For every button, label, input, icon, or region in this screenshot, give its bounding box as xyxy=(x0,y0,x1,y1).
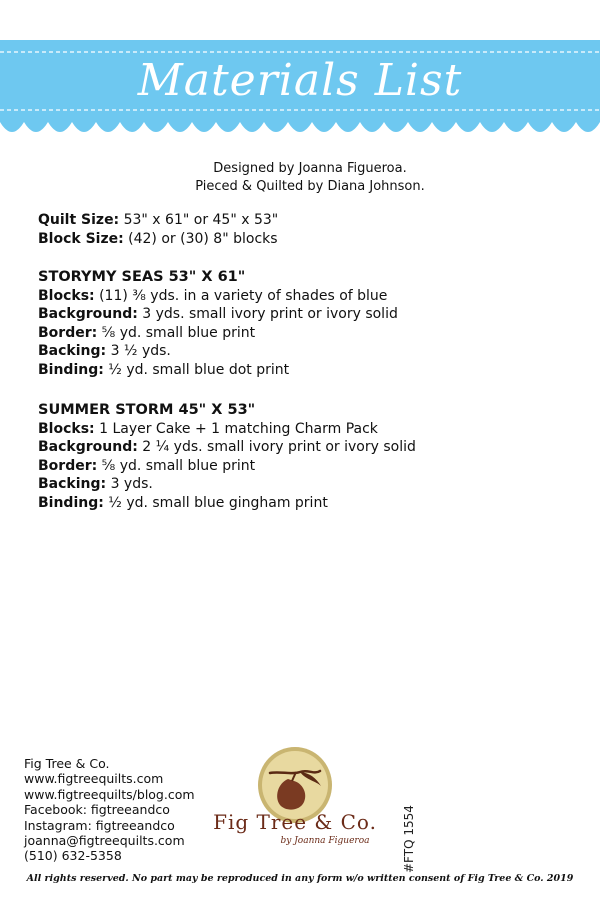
item-label: Binding: xyxy=(38,494,104,511)
quilter-credit: Pieced & Quilted by Diana Johnson. xyxy=(195,179,425,194)
item-label: Border: xyxy=(38,457,98,474)
quilt-size-line xyxy=(38,211,278,230)
logo-wordmark: Fig Tree & Co. xyxy=(213,810,377,834)
company-name: Fig Tree & Co. xyxy=(24,756,110,771)
instagram-handle: Instagram: figtreeandco xyxy=(24,817,175,833)
materials-item xyxy=(38,457,416,476)
pattern-number: #FTQ 1554 xyxy=(402,805,416,873)
materials-item xyxy=(38,305,398,324)
contact-info xyxy=(24,756,195,864)
materials-item xyxy=(38,475,416,494)
item-value: ⅝ yd. small blue print xyxy=(97,324,256,341)
item-value: 2 ¼ yds. small ivory print or ivory solid xyxy=(137,439,416,455)
storymy-seas-section xyxy=(38,268,398,379)
materials-item xyxy=(38,287,398,306)
item-value: 3 yds. small ivory print or ivory solid xyxy=(137,306,398,322)
item-label: Background: xyxy=(38,439,138,455)
email-link[interactable]: joanna@figtreequilts.com xyxy=(24,833,185,849)
item-label: Border: xyxy=(38,324,98,341)
quilt-size-value: 53" x 61" or 45" x 53" xyxy=(119,212,279,228)
item-label: Blocks: xyxy=(38,420,95,437)
block-size-label: Block Size: xyxy=(38,230,124,247)
size-section xyxy=(38,211,278,248)
materials-item xyxy=(38,494,416,513)
block-size-value: (42) or (30) 8" blocks xyxy=(123,230,278,247)
copyright-notice: All rights reserved. No part may be reproduced in any form w/o written consent of Fig Tree & Co. 2019 xyxy=(26,873,574,884)
item-value: 3 yds. xyxy=(106,476,153,492)
summer-storm-section xyxy=(38,401,416,512)
item-value: ⅝ yd. small blue print xyxy=(97,457,256,474)
materials-item xyxy=(38,361,398,380)
item-value: (11) ⅜ yds. in a variety of shades of blue xyxy=(94,287,388,304)
facebook-handle: Facebook: figtreeandco xyxy=(24,802,170,818)
logo-tagline: by Joanna Figueroa xyxy=(280,836,370,846)
storymy-seas-heading: STORYMY SEAS 53" X 61" xyxy=(38,269,246,285)
item-label: Background: xyxy=(38,306,138,322)
website-link[interactable]: www.figtreequilts.com xyxy=(24,771,164,787)
page-title: Materials List xyxy=(137,55,463,106)
blog-link[interactable]: www.figtreequilts/blog.com xyxy=(24,786,195,802)
materials-item xyxy=(38,420,416,439)
item-value: ½ yd. small blue gingham print xyxy=(103,494,328,511)
credits xyxy=(0,160,600,196)
item-value: 1 Layer Cake + 1 matching Charm Pack xyxy=(94,420,378,437)
item-label: Binding: xyxy=(38,361,104,378)
item-value: ½ yd. small blue dot print xyxy=(103,361,290,378)
materials-item xyxy=(38,438,416,457)
item-label: Backing: xyxy=(38,343,107,359)
materials-item xyxy=(38,342,398,361)
quilt-size-label: Quilt Size: xyxy=(38,212,120,228)
fig-tree-logo xyxy=(200,745,390,865)
item-label: Blocks: xyxy=(38,287,95,304)
item-value: 3 ½ yds. xyxy=(106,343,171,359)
phone-number: (510) 632-5358 xyxy=(24,848,122,864)
item-label: Backing: xyxy=(38,476,107,492)
designer-credit: Designed by Joanna Figueroa. xyxy=(213,161,407,176)
materials-item xyxy=(38,324,398,343)
block-size-line xyxy=(38,230,278,249)
summer-storm-heading: SUMMER STORM 45" X 53" xyxy=(38,402,256,418)
